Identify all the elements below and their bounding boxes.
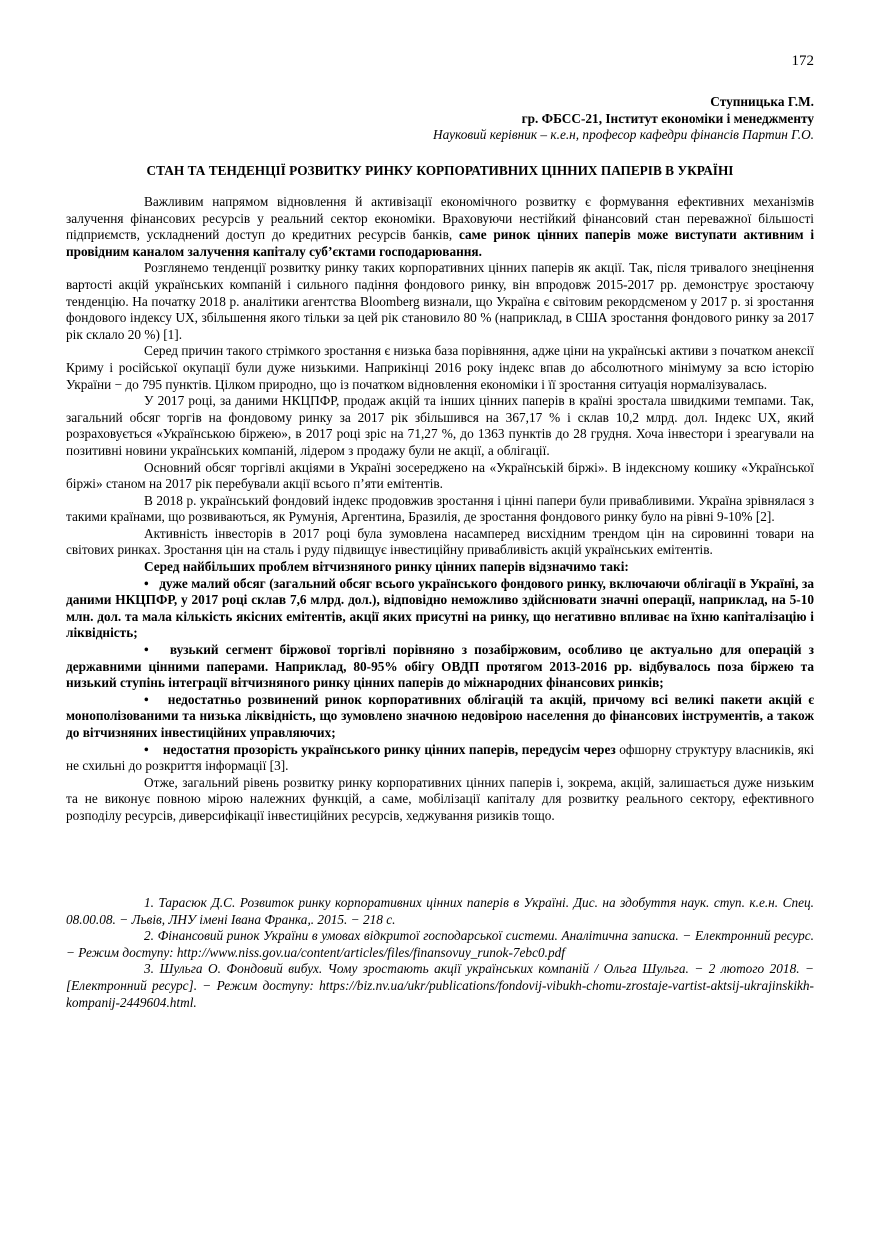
- paragraph-3: Серед причин такого стрімкого зростання є низька база порівняння, адже ціни на українські активи з початком анексії Криму і російської окупації були дуже низькими. Наприкінці 2016 року індекс впав до абсолютного мінімуму за всю історію України − до 795 пунктів. Цілком природно, що із початком відновлення економіки і її зростання ситуація нормалізувалась.: [66, 343, 814, 392]
- author-name: Ступницька Г.М.: [710, 94, 814, 109]
- bullet-item-1: [66, 576, 814, 642]
- reference-1: 1. Тарасюк Д.С. Розвиток ринку корпоративних цінних паперів в Україні. Дис. на здобуття наук. ступ. к.е.н. Спец. 08.00.08. − Львів, ЛНУ імені Івана Франка,. 2015. − 218 с.: [66, 895, 814, 927]
- bullet-text-4: офшорну структуру власників, які не схильні до розкриття інформації [3].: [66, 741, 815, 774]
- paper-body: [66, 194, 814, 825]
- paragraph-1: [66, 194, 814, 260]
- references: [66, 895, 814, 1011]
- bullet-icon: •: [144, 575, 149, 591]
- bullet-text-2: вузький сегмент біржової торгівлі порівняно з позабіржовим, особливо це актуально для операцій з державними цінними паперами. Наприклад, 80-95% обігу ОВДП протягом 2013-2016 рр. відбувалось поза біржею та низький ступінь інтеграції вітчизняного ринку цінних паперів до міжнародних фінансових ринків;: [66, 642, 814, 691]
- paragraph-7: Активність інвесторів в 2017 році була зумовлена насамперед висхідним трендом цін на сировинні товари на світових ринках. Зростання цін на сталь і руду підвищує інвестиційну привабливість акцій українських емітентів.: [66, 525, 814, 558]
- bullet-text-3: недостатньо розвинений ринок корпоративних облігацій та акцій, причому всі великі пакети акцій є монополізованими та низька ліквідність, що зумовлено значною недовірою населення до фінансових інструментів, а також до вітчизняних інвестиційних управляючих;: [66, 691, 814, 740]
- paragraph-6: В 2018 р. український фондовий індекс продовжив зростання і цінні папери були привабливими. Україна зрівнялася з такими країнами, що розвиваються, як Румунія, Аргентина, Бразилія, де зростання фондового ринку було на рівні 9-10% [2].: [66, 492, 814, 525]
- bullet-item-4: [66, 742, 814, 775]
- paragraph-conclusion: Отже, загальний рівень розвитку ринку корпоративних цінних паперів і, зокрема, акцій, залишається дуже низьким та не виконує повною мірою належних функцій, а саме, мобілізації капіталу для розвитку реального сектору, ефективного розподілу ресурсів, диверсифікації інвестиційних ресурсів, хеджування ризиків тощо.: [66, 774, 814, 823]
- paragraph-1-text: Важливим напрямом відновлення й активізації економічного розвитку є формування ефективних механізмів залучення фінансових ресурсів у реальний сектор економіки. Враховуючи нестійкий фінансовий стан переважної більшості підприємств, ускладнений доступ до кредитних ресурсів банків,: [66, 194, 814, 243]
- paper-title: СТАН ТА ТЕНДЕНЦІЇ РОЗВИТКУ РИНКУ КОРПОРАТИВНИХ ЦІННИХ ПАПЕРІВ В УКРАЇНІ: [146, 163, 734, 178]
- author-advisor: Науковий керівник – к.е.н, професор кафедри фінансів Партин Г.О.: [433, 127, 814, 143]
- reference-2: 2. Фінансовий ринок України в умовах відкритої господарської системи. Аналітична записка. − Електронний ресурс. − Режим доступу: http://www.niss.gov.ua/content/articles/files/finansovuy_runok-7ebc0.pdf: [66, 928, 814, 960]
- author-group: гр. ФБСС-21, Інститут економіки і менеджменту: [521, 110, 814, 126]
- bullet-item-3: [66, 692, 814, 742]
- page-number: 172: [791, 53, 814, 69]
- paragraph-1-emphasis: саме ринок цінних паперів може виступати активним і провідним каналом залучення капіталу суб’єктами господарювання.: [66, 227, 815, 259]
- bullet-icon: •: [144, 741, 149, 757]
- bullet-text-4-emphasis: недостатня прозорість українського ринку цінних паперів, передусім через: [162, 741, 616, 757]
- paragraph-5: Основний обсяг торгівлі акціями в Україні зосереджено на «Українській біржі». В індексному кошику «Української біржі» станом на 2017 рік перебували акції всього п’яти емітентів.: [66, 459, 814, 492]
- bullet-icon: •: [144, 642, 149, 658]
- bullet-icon: •: [144, 691, 149, 707]
- problems-intro: Серед найбільших проблем вітчизняного ринку цінних паперів відзначимо такі:: [144, 559, 629, 575]
- bullet-text-1: дуже малий обсяг (загальний обсяг всього українського фондового ринку, включаючи облігації в Україні, за даними НКЦПФР, у 2017 році склав 7,6 млрд. дол.), відповідно неможливо здійснювати значні операції, наприклад, на 5-10 млн. дол. та мала кількість якісних емітентів, акції яких присутні на ринку, що негативно впливає на їхню капіталізацію і ліквідність;: [66, 575, 814, 641]
- bullet-item-2: [66, 642, 814, 692]
- author-block: [433, 94, 814, 144]
- paragraph-2: Розглянемо тенденції розвитку ринку таких корпоративних цінних паперів як акції. Так, після тривалого знецінення вартості акцій українських компаній і сильного падіння фондового ринку, він впродовж 2015-2017 рр. демонструє зростаючу тенденцію. На початку 2018 р. аналітики агентства Bloomberg визнали, що Україна є світовим рекордсменом у 2017 р. зі зростання фондового індексу UX, збільшення якого тільки за цей рік становило 80 % (наприклад, в США зростання фондового ринку за 2017 рік склало 20 %) [1].: [66, 260, 814, 342]
- reference-3: 3. Шульга О. Фондовий вибух. Чому зростають акції українських компаній / Ольга Шульга. − 2 лютого 2018. − [Електронний ресурс]. − Режим доступу: https://biz.nv.ua/ukr/publications/fondovij-vibukh-chomu-zrostaje-vartist-aktsij-ukrajinskikh-kompanij-2449604.html.: [66, 961, 814, 1010]
- paragraph-4: У 2017 році, за даними НКЦПФР, продаж акцій та інших цінних паперів в країні зростала швидкими темпами. Так, загальний обсяг торгів на фондовому ринку за 2017 рік збільшився на 367,17 % і склав 10,2 млрд. дол. Індекс UX, який розраховується «Українською біржею», в 2017 році зріс на 71,27 %, до 1363 пунктів до 28 грудня. Хоча інвестори і зреагували на позитивні новини українських компаній, лідером з продажу були не акції, а облігації.: [66, 393, 814, 458]
